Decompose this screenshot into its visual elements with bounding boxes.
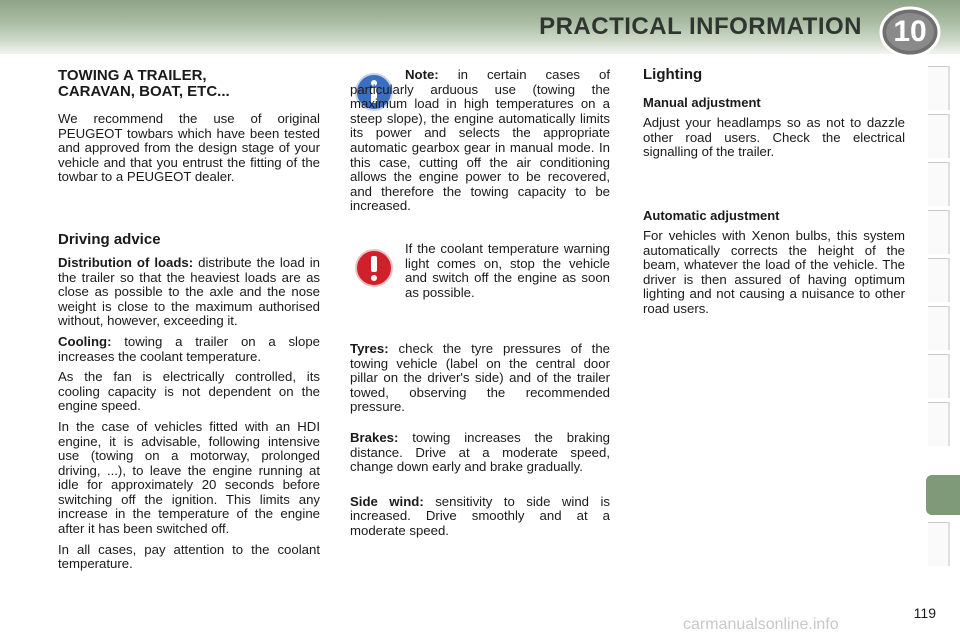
side-wind-paragraph	[350, 495, 610, 539]
watermark: carmanualsonline.info	[683, 616, 839, 633]
column-notes	[350, 68, 610, 220]
cooling-paragraph	[58, 335, 320, 364]
lighting-heading: Lighting	[643, 66, 703, 83]
automatic-adjustment-heading: Automatic adjustment	[643, 208, 780, 223]
tyres-label: Tyres:	[350, 341, 389, 356]
cooling-text: towing a trailer on a slope increases the coolant temperature.	[58, 333, 320, 364]
note-text: in certain cases of particularly arduous use (towing the maximum load in high temperatures on a steep slope), the engine automatically limits its power and selects the appropriate automatic gearbox gear in manual mode. In this case, cutting off the air conditioning allows the engine power to be recovered, and therefore the towing capacity to be increased.	[350, 67, 610, 214]
manual-adjustment-text: Adjust your headlamps so as not to dazzle other road users. Check the electrical signalling of the trailer.	[643, 115, 905, 160]
distribution-text: distribute the load in the trailer so that the heaviest loads are as close as possible to the axle and the nose weight is close to the maximum authorised without, however, exceeding it.	[58, 254, 320, 329]
towing-heading	[58, 68, 320, 100]
chapter-tab[interactable]	[928, 66, 950, 110]
brakes-text: towing increases the braking distance. Drive at a moderate speed, change down early and brake gradually.	[350, 429, 610, 475]
chapter-tab[interactable]	[928, 354, 950, 398]
section-title: PRACTICAL INFORMATION	[539, 13, 862, 40]
towing-heading-line1: TOWING A TRAILER,	[58, 67, 207, 84]
chapter-tab[interactable]	[928, 114, 950, 158]
cooling-label: Cooling:	[58, 333, 112, 349]
chapter-tab[interactable]	[928, 402, 950, 446]
distribution-label: Distribution of loads:	[58, 254, 194, 270]
column-auto-adjust	[643, 208, 905, 323]
fan-paragraph: As the fan is electrically controlled, its cooling capacity is not dependent on the engine speed.	[58, 369, 320, 414]
chapter-number: 10	[893, 15, 927, 48]
driving-advice-heading: Driving advice	[58, 230, 161, 248]
column-lighting	[643, 66, 905, 166]
brakes-label: Brakes:	[350, 429, 399, 445]
manual-adjustment-heading: Manual adjustment	[643, 95, 761, 110]
note-label: Note:	[405, 67, 439, 82]
column-checks	[350, 342, 610, 545]
tyres-paragraph	[350, 342, 610, 415]
distribution-paragraph	[58, 256, 320, 329]
warning-paragraph: If the coolant temperature warning light comes on, stop the vehicle and switch off the engine as soon as possible.	[405, 241, 610, 300]
towing-heading-line2: CARAVAN, BOAT, ETC...	[58, 83, 230, 100]
tyres-text: check the tyre pressures of the towing vehicle (label on the central door pillar on the driver's side) and of the trailer towed, observing the recommended pressure.	[350, 341, 610, 415]
chapter-tab-active[interactable]	[926, 475, 960, 515]
chapter-tab[interactable]	[928, 306, 950, 350]
note-paragraph	[350, 68, 610, 214]
brakes-paragraph	[350, 431, 610, 475]
exclamation-icon	[354, 248, 394, 288]
chapter-tab[interactable]	[928, 522, 950, 566]
automatic-adjustment-text: For vehicles with Xenon bulbs, this system automatically corrects the height of the beam, whatever the load of the vehicle. The driver is then assured of having optimum lighting and not causing a nuisance to other road users.	[643, 228, 905, 316]
side-wind-label: Side wind:	[350, 493, 424, 509]
column-towing	[58, 68, 320, 578]
chapter-tab[interactable]	[928, 258, 950, 302]
attention-paragraph: In all cases, pay attention to the coolant temperature.	[58, 541, 320, 572]
towing-intro: We recommend the use of original PEUGEOT towbars which have been tested and approved from the design stage of your vehicle and that you entrust the fitting of the towbar to a PEUGEOT dealer.	[58, 111, 320, 185]
chapter-tab[interactable]	[928, 210, 950, 254]
page-header	[0, 0, 960, 54]
hdi-paragraph: In the case of vehicles fitted with an HDI engine, it is advisable, following intensive use (towing on a motorway, prolonged driving, ...), to leave the engine running at idle for approximately 20 seconds before switching off the ignition. This limits any increase in the temperature of the engine after it has been switched off.	[58, 418, 320, 537]
warning-note	[405, 242, 610, 306]
page-number: 119	[913, 605, 936, 621]
side-wind-text: sensitivity to side wind is increased. Drive smoothly and at a moderate speed.	[350, 493, 610, 538]
chapter-tab[interactable]	[928, 162, 950, 206]
